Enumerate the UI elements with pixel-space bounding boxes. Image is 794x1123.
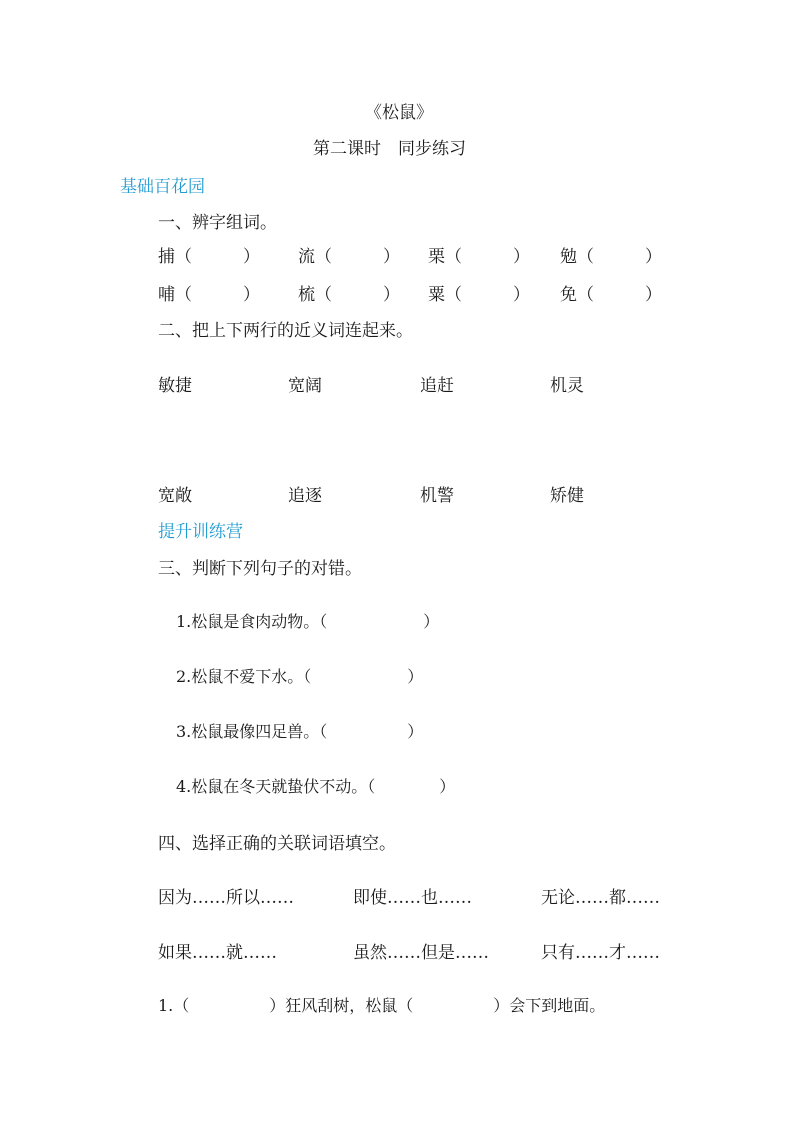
q1-row2-cell: 哺（ ） — [158, 285, 260, 305]
q3-item: 2.松鼠不爱下水。（ ） — [176, 667, 424, 686]
doc-subtitle: 第二课时 同步练习 — [313, 139, 466, 159]
q2-top-word: 追赶 — [420, 376, 454, 396]
section-heading-basic: 基础百花园 — [120, 177, 205, 197]
q3-item: 4.松鼠在冬天就蛰伏不动。（ ） — [176, 777, 456, 796]
question-3-heading: 三、判断下列句子的对错。 — [158, 559, 362, 579]
question-2-heading: 二、把上下两行的近义词连起来。 — [158, 321, 413, 341]
q1-row2-cell: 粟（ ） — [428, 285, 530, 305]
q3-item: 3.松鼠最像四足兽。（ ） — [176, 722, 424, 741]
question-1-heading: 一、辨字组词。 — [158, 213, 277, 233]
section-heading-advanced: 提升训练营 — [158, 522, 243, 542]
q4-connective: 因为……所以…… — [158, 888, 294, 908]
q2-top-word: 宽阔 — [288, 376, 322, 396]
q4-item: 1.（ ）狂风刮树，松鼠（ ）会下到地面。 — [158, 996, 606, 1015]
q4-connective: 即使……也…… — [353, 888, 472, 908]
q2-bottom-word: 宽敞 — [158, 486, 192, 506]
q1-row1-cell: 流（ ） — [298, 247, 400, 267]
question-4-heading: 四、选择正确的关联词语填空。 — [158, 834, 396, 854]
doc-title: 《松鼠》 — [365, 103, 433, 123]
q4-connective: 只有……才…… — [541, 943, 660, 963]
q1-row1-cell: 捕（ ） — [158, 247, 260, 267]
q2-bottom-word: 机警 — [420, 486, 454, 506]
q2-bottom-word: 追逐 — [288, 486, 322, 506]
q1-row1-cell: 勉（ ） — [560, 247, 662, 267]
q3-item: 1.松鼠是食肉动物。（ ） — [176, 612, 440, 631]
q4-connective: 虽然……但是…… — [353, 943, 489, 963]
q4-connective: 无论……都…… — [541, 888, 660, 908]
q4-connective: 如果……就…… — [158, 943, 277, 963]
q1-row2-cell: 免（ ） — [560, 285, 662, 305]
q1-row2-cell: 梳（ ） — [298, 285, 400, 305]
q2-top-word: 机灵 — [550, 376, 584, 396]
q2-top-word: 敏捷 — [158, 376, 192, 396]
q2-bottom-word: 矫健 — [550, 486, 584, 506]
q1-row1-cell: 栗（ ） — [428, 247, 530, 267]
